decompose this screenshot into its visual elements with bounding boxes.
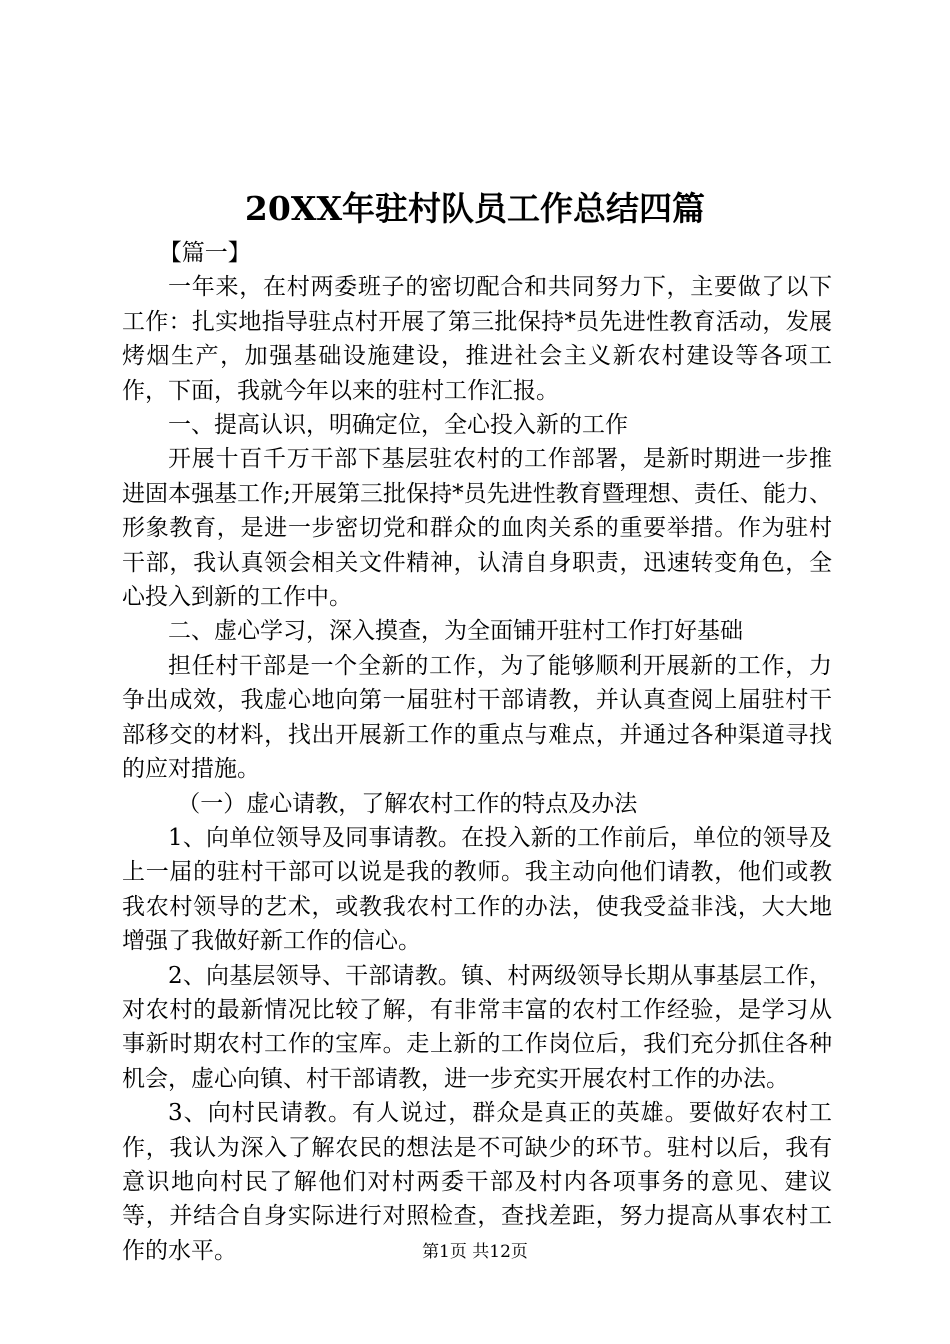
list-item-2: 2、向基层领导、干部请教。镇、村两级领导长期从事基层工作，对农村的最新情况比较了解，有非常丰富的农村工作经验，是学习从事新时期农村工作的宝库。走上新的工作岗位后，我们充分抓住各种机会，虚心向镇、村干部请教，进一步充实开展农村工作的办法。	[122, 962, 832, 1092]
heading-2: 二、虚心学习，深入摸查，为全面铺开驻村工作打好基础	[168, 618, 743, 645]
list-item-3: 3、向村民请教。有人说过，群众是真正的英雄。要做好农村工作，我认为深入了解农民的想法是不可缺少的环节。驻村以后，我有意识地向村民了解他们对村两委干部及村内各项事务的意见、建议等，并结合自身实际进行对照检查，查找差距，努力提高从事农村工作的水平。	[122, 1100, 832, 1264]
paragraph-2: 担任村干部是一个全新的工作，为了能够顺利开展新的工作，力争出成效，我虚心地向第一届驻村干部请教，并认真查阅上届驻村干部移交的材料，找出开展新工作的重点与难点，并通过各种渠道寻找的应对措施。	[122, 652, 832, 783]
document-title: 20XX年驻村队员工作总结四篇	[244, 189, 706, 228]
section-label: 【篇一】	[158, 240, 251, 266]
paragraph-intro: 一年来，在村两委班子的密切配合和共同努力下，主要做了以下工作：扎实地指导驻点村开展了第三批保持*员先进性教育活动，发展烤烟生产，加强基础设施建设，推进社会主义新农村建设等各项工作，下面，我就今年以来的驻村工作汇报。	[122, 274, 832, 404]
paragraph-1: 开展十百千万干部下基层驻农村的工作部署，是新时期进一步推进固本强基工作;开展第三批保持*员先进性教育暨理想、责任、能力、形象教育，是进一步密切党和群众的血肉关系的重要举措。作为驻村干部，我认真领会相关文件精神，认清自身职责，迅速转变角色，全心投入到新的工作中。	[122, 446, 832, 611]
page-number-footer: 第1页 共12页	[422, 1242, 528, 1262]
document-body	[122, 236, 832, 1268]
list-item-1: 1、向单位领导及同事请教。在投入新的工作前后，单位的领导及上一届的驻村干部可以说是我的教师。我主动向他们请教，他们或教我农村领导的艺术，或教我农村工作的办法，使我受益非浅，大大地增强了我做好新工作的信心。	[122, 824, 832, 955]
heading-1: 一、提高认识，明确定位，全心投入新的工作	[168, 412, 628, 439]
sub-heading-1: （一）虚心请教，了解农村工作的特点及办法	[177, 790, 638, 817]
